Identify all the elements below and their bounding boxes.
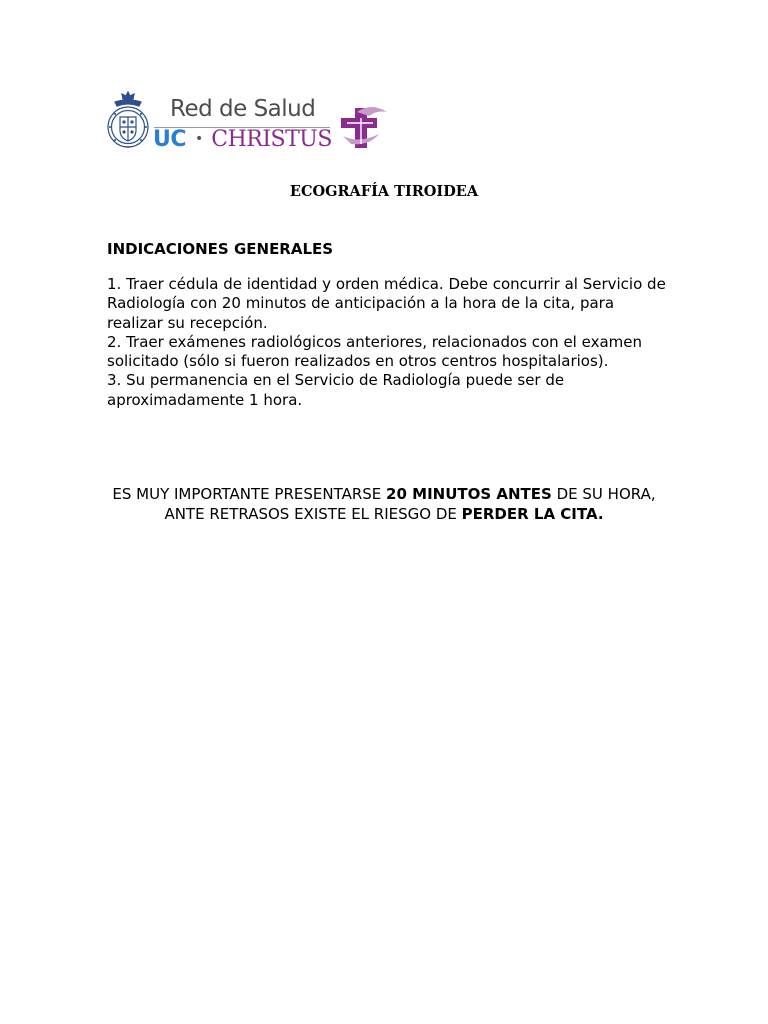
logo-christus-text: CHRISTUS	[211, 127, 332, 152]
christus-cross-icon	[337, 104, 389, 152]
notice-emphasis-time: 20 MINUTOS ANTES	[386, 485, 552, 503]
notice-text-part-2: DE SU HORA, ANTE RETRASOS EXISTE EL RIESGO DE	[164, 485, 656, 523]
instruction-item: 1. Traer cédula de identidad y orden médica. Debe concurrir al Servicio de Radiología con 20 minutos de anticipación a la hora de la cita, para realizar su recepción.	[107, 275, 666, 332]
red-de-salud-uc-christus-logo	[106, 90, 396, 154]
uc-seal-icon	[106, 90, 150, 152]
logo-uc-christus-text	[153, 127, 332, 152]
logo-separator-dot: •	[195, 131, 204, 147]
document-title: ECOGRAFÍA TIROIDEA	[289, 183, 479, 200]
instructions-list	[107, 275, 667, 410]
logo-red-de-salud-text: Red de Salud	[170, 96, 316, 122]
notice-emphasis-warning: PERDER LA CITA.	[461, 505, 604, 523]
notice-text-part-1: ES MUY IMPORTANTE PRESENTARSE	[112, 485, 387, 503]
section-heading: INDICACIONES GENERALES	[107, 240, 334, 258]
logo-uc-text: UC	[153, 127, 187, 152]
instruction-item: 3. Su permanencia en el Servicio de Radiología puede ser de aproximadamente 1 hora.	[107, 371, 565, 409]
important-notice	[110, 484, 658, 524]
instruction-item: 2. Traer exámenes radiológicos anteriores, relacionados con el examen solicitado (sólo si fueron realizados en otros centros hospitalarios).	[107, 332, 642, 371]
